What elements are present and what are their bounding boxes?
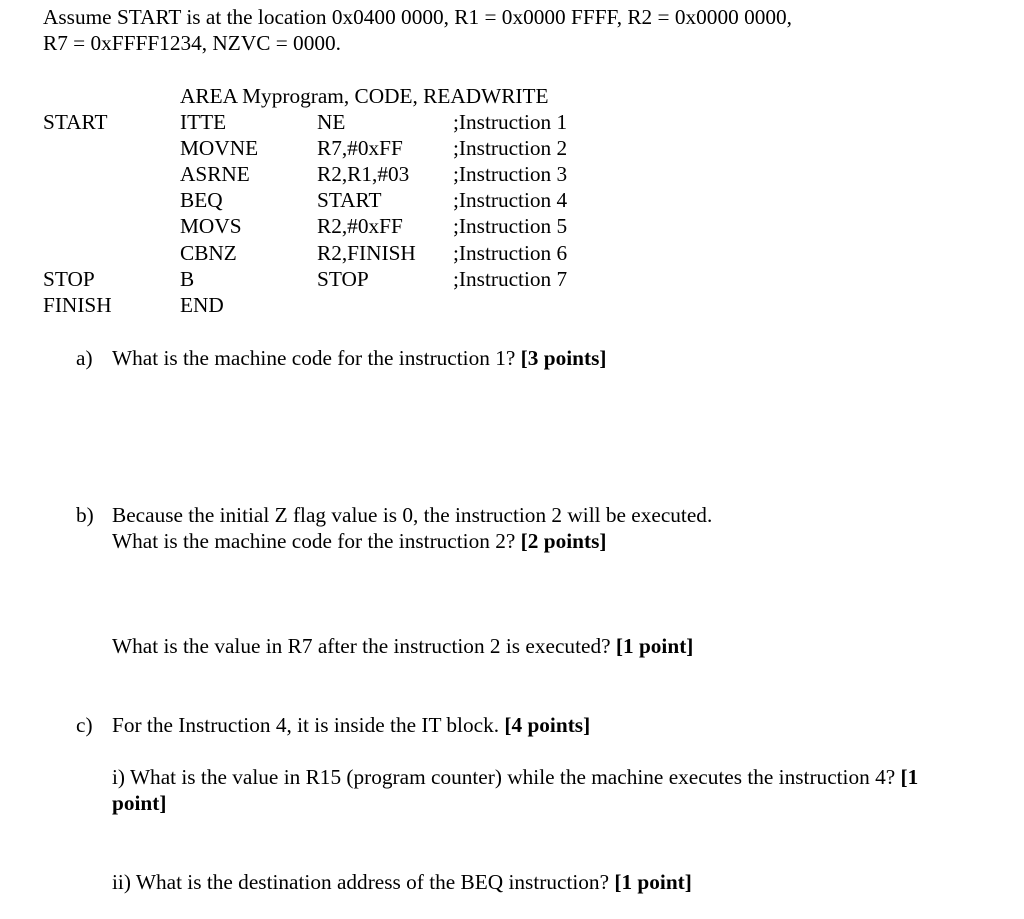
intro-line-2: R7 = 0xFFFF1234, NZVC = 0000. xyxy=(43,31,341,55)
code-opcode: END xyxy=(180,292,224,317)
code-operands: R2,#0xFF xyxy=(317,214,403,239)
code-opcode: ITTE xyxy=(180,110,227,135)
question-c-i-text: i) What is the value in R15 (program counter) while the machine executes the instruction 4? xyxy=(112,765,896,789)
code-operands: START xyxy=(317,188,382,213)
code-opcode: MOVS xyxy=(180,214,242,239)
question-c-ii xyxy=(112,869,692,895)
question-b-sub xyxy=(112,633,693,659)
question-b-line-2 xyxy=(112,528,606,554)
code-opcode: B xyxy=(180,266,195,291)
question-b-marker: b) xyxy=(76,503,94,527)
code-opcode: BEQ xyxy=(180,188,223,213)
question-c-text: For the Instruction 4, it is inside the IT block. xyxy=(112,713,500,737)
question-a-text: What is the machine code for the instruction 1? xyxy=(112,346,516,370)
question-c-i-points-end: point] xyxy=(112,791,167,815)
code-comment: ;Instruction 7 xyxy=(453,266,568,291)
code-opcode: ASRNE xyxy=(180,162,250,187)
intro-line-1: Assume START is at the location 0x0400 0000, R1 = 0x0000 FFFF, R2 = 0x0000 0000, xyxy=(43,5,792,29)
code-comment: ;Instruction 1 xyxy=(453,110,568,135)
question-c-ii-text: ii) What is the destination address of the BEQ instruction? xyxy=(112,870,610,894)
question-a xyxy=(112,345,606,371)
question-c-marker: c) xyxy=(76,713,93,737)
code-opcode: CBNZ xyxy=(180,240,237,265)
code-label: START xyxy=(43,110,108,135)
code-comment: ;Instruction 4 xyxy=(453,188,568,213)
code-label: STOP xyxy=(43,266,95,291)
code-operands: R2,FINISH xyxy=(317,240,416,265)
question-b-sub-points: [1 point] xyxy=(615,634,694,658)
code-opcode: MOVNE xyxy=(180,136,259,161)
area-directive: AREA Myprogram, CODE, READWRITE xyxy=(180,84,549,108)
code-label: FINISH xyxy=(43,292,112,317)
intro-text xyxy=(43,4,792,56)
code-operands: R2,R1,#03 xyxy=(317,162,410,187)
code-comment: ;Instruction 5 xyxy=(453,214,568,239)
code-operands: R7,#0xFF xyxy=(317,136,403,161)
question-a-points: [3 points] xyxy=(520,346,607,370)
question-c-i-line-2 xyxy=(112,790,166,816)
question-b-sub-text: What is the value in R7 after the instruction 2 is executed? xyxy=(112,634,611,658)
code-operands: STOP xyxy=(317,266,369,291)
question-c-i-line-1 xyxy=(112,764,918,790)
question-a-marker: a) xyxy=(76,346,93,370)
question-c-points: [4 points] xyxy=(504,713,591,737)
code-comment: ;Instruction 6 xyxy=(453,240,568,265)
question-c-ii-points: [1 point] xyxy=(614,870,692,894)
question-b-line-1: Because the initial Z flag value is 0, the instruction 2 will be executed. xyxy=(112,503,713,527)
question-c-i-points-start: [1 xyxy=(900,765,919,789)
question-c xyxy=(112,712,590,738)
question-b-line-2-points: [2 points] xyxy=(520,529,607,553)
code-comment: ;Instruction 2 xyxy=(453,136,568,161)
code-comment: ;Instruction 3 xyxy=(453,162,568,187)
code-operands: NE xyxy=(317,110,346,135)
question-b-line-2-text: What is the machine code for the instruction 2? xyxy=(112,529,516,553)
